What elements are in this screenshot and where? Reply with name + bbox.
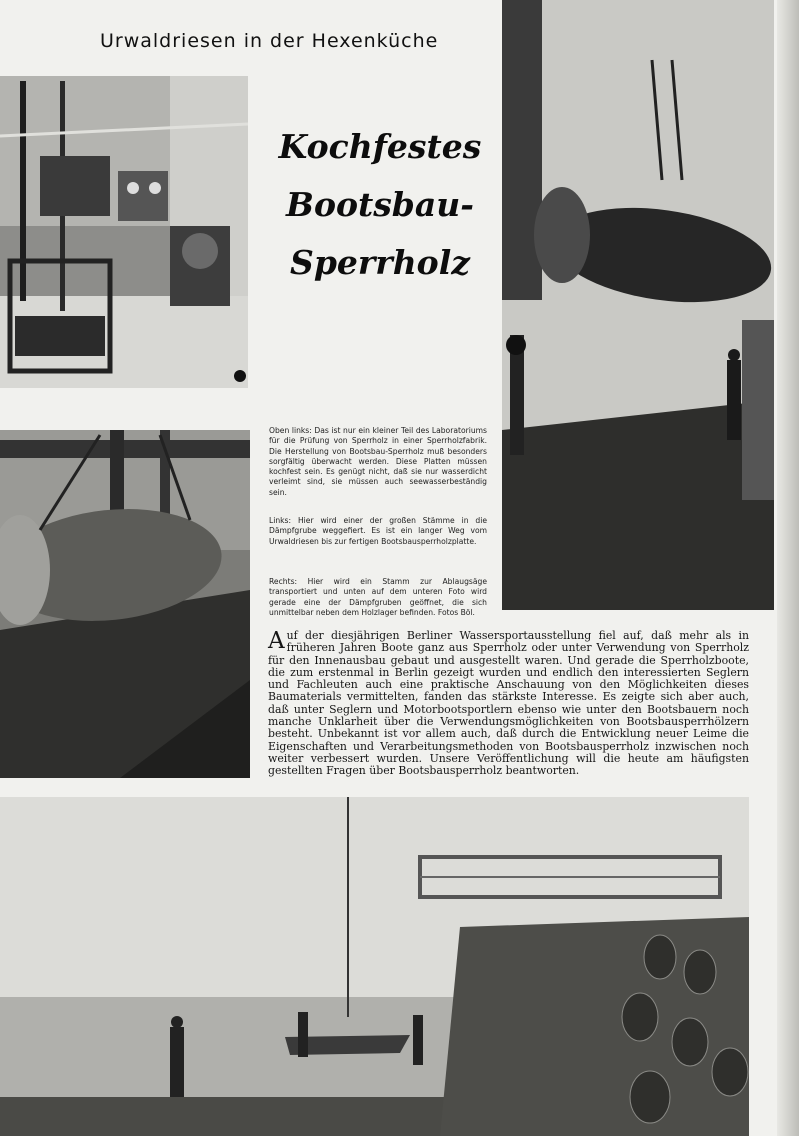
page-edge: [777, 0, 799, 1136]
caption-log-pit: Links: Hier wird einer der großen Stämme in die Dämpfgrube weggefiert. Es ist ein langer Weg vom Urwaldriesen bis zur fertigen Bootsbausperrholzplatte.: [269, 516, 487, 546]
caption-laboratory: Oben links: Das ist nur ein kleiner Teil des Laboratoriums für die Prüfung von Sperrholz in einer Sperrholzfabrik. Die Herstellung von Bootsbau-Sperrholz muß besonders sorgfältig überwacht werden. Diese Platten müssen kochfest sein. Es genügt nicht, daß sie nur wasserdicht verleimt sind, sie müssen auch seewasserbeständig sein.: [269, 426, 487, 497]
article-dropcap: A: [268, 628, 285, 654]
photo-log-pit: [0, 430, 250, 778]
article-body: [268, 630, 749, 778]
section-kicker: Urwaldriesen in der Hexenküche: [100, 30, 439, 52]
caption-log-crane: Rechts: Hier wird ein Stamm zur Ablaugsäge transportiert und unten auf dem unteren Foto wird gerade eine der Dämpfgruben geöffnet, die sich unmittelbar neben dem Holzlager befinden. Fotos Böl.: [269, 577, 487, 617]
headline-line-2: Bootsbau-: [286, 185, 474, 224]
article-text: uf der diesjährigen Berliner Wassersportausstellung fiel auf, daß mehr als in früheren Jahren Boote ganz aus Sperrholz oder unter Verwendung von Sperrholz für den Innenausbau gebaut und ausgestellt waren. Und gerade die Sperrholzboote, die zum erstenmal in Berlin gezeigt wurden und endlich den interessierten Seglern und Fachleuten auch eine praktische Anschauung von den Möglichkeiten dieses Baumaterials vermittelten, fanden das stärkste Interesse. Es zeigte sich aber auch, daß unter Seglern und Motorbootsportlern ebenso wie unter den Bootsbauern noch manche Unklarheit über die Verwendungsmöglichkeiten von Bootsbausperrhölzern besteht. Unbekannt ist vor allem auch, daß durch die Entwicklung neuer Leime die Eigenschaften und Verarbeitungsmethoden von Bootsbausperrholz inzwischen noch weiter verbessert wurden. Unsere Veröffentlichung will die heute am häufigsten gestellten Fragen über Bootsbausperrholz beantworten.: [268, 629, 749, 778]
photo-log-crane: [502, 0, 774, 610]
headline: [270, 118, 490, 292]
headline-line-1: Kochfestes: [278, 127, 482, 166]
headline-line-3: Sperrholz: [290, 243, 470, 282]
photo-laboratory: [0, 76, 248, 388]
photo-timber-yard: [0, 797, 749, 1136]
